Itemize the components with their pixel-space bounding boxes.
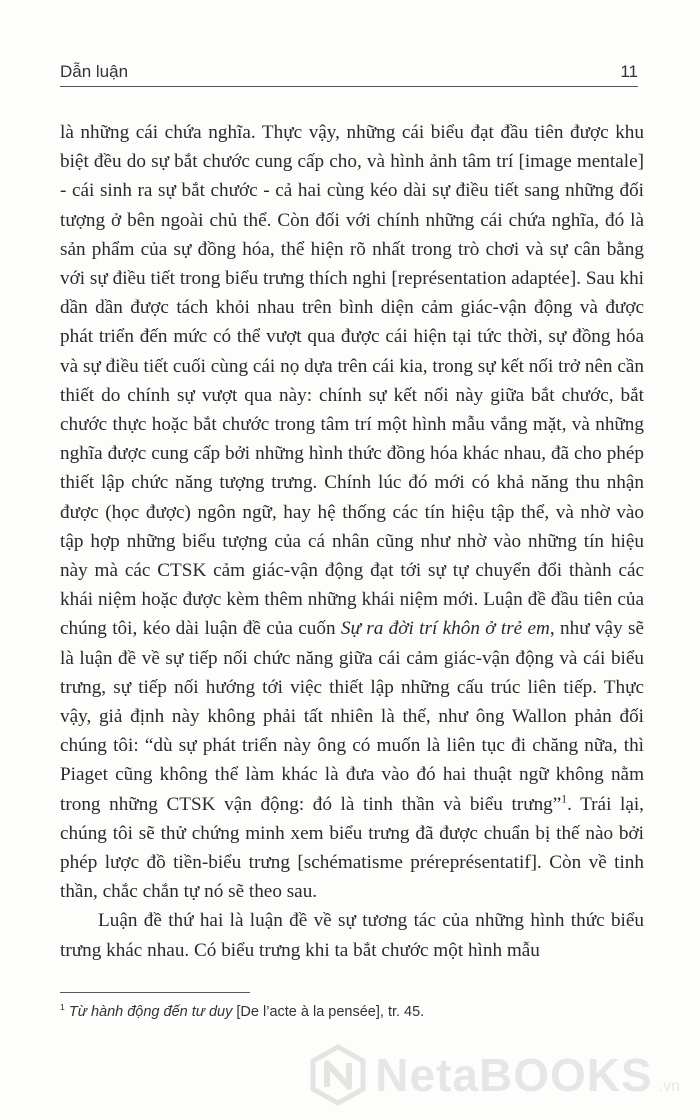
footnote-reference: 1 <box>561 793 568 806</box>
paragraph-1 <box>60 118 644 906</box>
book-title-italic: Sự ra đời trí khôn ở trẻ em <box>340 618 550 640</box>
running-header <box>60 52 638 82</box>
footnote-number: 1 <box>60 1002 65 1013</box>
footnote-text: [De l’acte à la pensée], tr. 45. <box>232 1004 425 1020</box>
netabooks-logo-icon <box>307 1044 369 1106</box>
header-divider <box>60 86 638 87</box>
footnote-divider <box>60 992 250 993</box>
watermark-brand: NetaBOOKS <box>375 1049 653 1101</box>
watermark <box>307 1044 680 1106</box>
paragraph-1-part-b: , như vậy sẽ là luận đề về sự tiếp nối chức năng giữa cái cảm giác-vận động và cái biểu trưng, sự tiếp nối hướng tới việc thiết lập những cấu trúc liên tiếp. Thực vậy, giả định này không phải tất nhiên là thế, như ông Wallon phản đối chúng tôi: “dù sự phát triển này ông có muốn là liên tục đi chăng nữa, thì Piaget cũng không thể làm khác là đưa vào đó hai thuật ngữ không nằm trong những CTSK vận động: đó là tinh thần và biểu trưng” <box>60 618 644 815</box>
chapter-title: Dẫn luận <box>60 62 129 81</box>
paragraph-2: Luận đề thứ hai là luận đề về sự tương tác của những hình thức biểu trưng khác nhau. Có biểu trưng khi ta bắt chước một hình mẫu <box>60 910 644 961</box>
footnote-book-title: Từ hành động đến tư duy <box>68 1004 233 1020</box>
footnote <box>60 1002 644 1022</box>
paragraph-1-part-c: . Trái lại, chúng tôi sẽ thử chứng minh xem biểu trưng đã được chuẩn bị thế nào bởi phép lược đồ tiền-biểu trưng [schématisme préreprésentatif]. Còn về tinh thần, chắc chắn tự nó sẽ theo sau. <box>60 793 644 903</box>
paragraph-1-part-a: là những cái chứa nghĩa. Thực vậy, những cái biểu đạt đầu tiên được khu biệt đều do sự bắt chước cung cấp cho, và hình ảnh tâm trí [image mentale] - cái sinh ra sự bắt chước - cả hai cùng kéo dài sự điều tiết sang những đối tượng ở bên ngoài chủ thể. Còn đối với chính những cái chứa nghĩa, đó là sản phẩm của sự đồng hóa, thể hiện rõ nhất trong trò chơi và sự cân bằng với sự điều tiết trong biểu trưng thích nghi [représentation adaptée]. Sau khi dần dần được tách khỏi nhau trên bình diện cảm giác-vận động và được phát triển đến mức có thể vượt qua được cái hiện tại tức thời, sự đồng hóa và sự điều tiết cuối cùng cái nọ dựa trên cái kia, trong sự kết nối trở nên cần thiết do chính sự vượt qua này: chính sự kết nối này giữa bắt chước, bắt chước thực hoặc bắt chước trong tâm trí một hình mẫu vắng mặt, và những nghĩa được cung cấp bởi những hình thức đồng hóa khác nhau, đã cho phép thiết lập chức năng tượng trưng. Chính lúc đó mới có khả năng thu nhận được (học được) ngôn ngữ, hay hệ thống các tín hiệu tập thể, và nhờ vào tập hợp những biểu tượng của cá nhân cũng như nhờ vào những tín hiệu này mà các CTSK cảm giác-vận động đạt tới sự tự chuyển đổi thành các khái niệm hoặc được kèm thêm những khái niệm mới. Luận đề đầu tiên của chúng tôi, kéo dài luận đề của cuốn <box>60 122 644 640</box>
body-text <box>60 118 644 965</box>
watermark-suffix: .vn <box>658 1078 680 1095</box>
page-number: 11 <box>620 62 638 81</box>
